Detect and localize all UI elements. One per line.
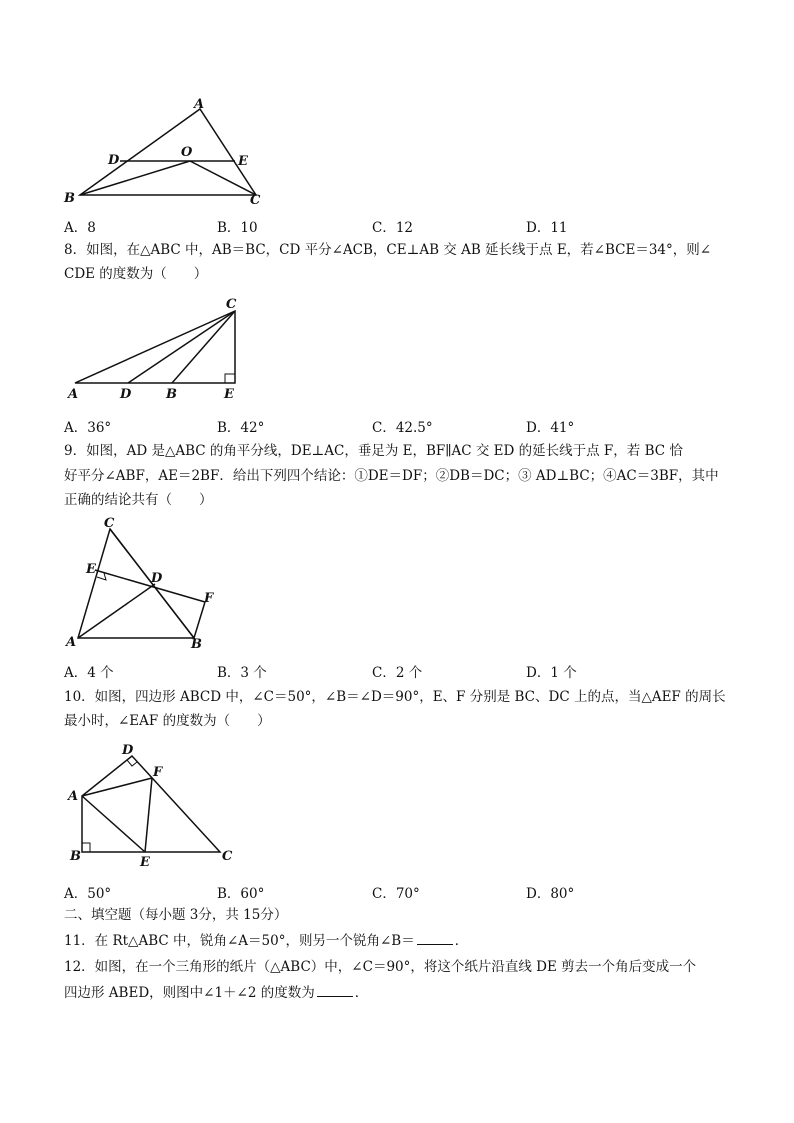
q12-answer-blank[interactable] bbox=[317, 982, 353, 997]
label-E: E bbox=[86, 562, 96, 577]
label-D: D bbox=[122, 743, 134, 758]
q10-option-b: B．60° bbox=[217, 886, 265, 902]
label-E: E bbox=[140, 855, 150, 870]
q7-option-a: A．8 bbox=[64, 220, 96, 236]
label-A: A bbox=[194, 97, 205, 112]
label-D: D bbox=[120, 387, 132, 402]
q9-option-d: D．1 个 bbox=[526, 665, 577, 681]
q11-text bbox=[64, 930, 468, 951]
label-B: B bbox=[70, 849, 81, 864]
q7-option-b: B．10 bbox=[217, 220, 258, 236]
q12-body: 四边形 ABED，则图中∠1＋∠2 的度数为 bbox=[64, 985, 315, 1001]
q10-text-line1: 10．如图，四边形 ABCD 中，∠C＝50°，∠B＝∠D＝90°，E、F 分别是 BC、DC 上的点，当△AEF 的周长 bbox=[64, 689, 726, 705]
section-2-heading: 二、填空题（每小题 3分，共 15分） bbox=[64, 907, 288, 923]
q11-end: ． bbox=[454, 933, 469, 949]
figure-q10 bbox=[60, 740, 250, 870]
q10-option-a: A．50° bbox=[64, 886, 112, 902]
q12-end: ． bbox=[354, 985, 369, 1001]
q12-text-line1: 12．如图，在一个三角形的纸片（△ABC）中，∠C＝90°，将这个纸片沿直线 DE 剪去一个角后变成一个 bbox=[64, 959, 697, 975]
q10-text-line2: 最小时，∠EAF 的度数为（ ） bbox=[64, 713, 271, 729]
label-C: C bbox=[250, 193, 261, 208]
figure-q7 bbox=[60, 92, 280, 212]
label-D: D bbox=[151, 571, 163, 586]
q9-text-line3: 正确的结论共有（ ） bbox=[64, 492, 213, 508]
q10-option-d: D．80° bbox=[526, 886, 575, 902]
q8-option-a: A．36° bbox=[64, 420, 112, 436]
label-A: A bbox=[68, 387, 79, 402]
label-O: O bbox=[181, 145, 193, 160]
q9-option-b: B．3 个 bbox=[217, 665, 267, 681]
q9-option-c: C．2 个 bbox=[372, 665, 423, 681]
q8-option-d: D．41° bbox=[526, 420, 575, 436]
q10-option-c: C．70° bbox=[372, 886, 420, 902]
q11-answer-blank[interactable] bbox=[417, 930, 453, 945]
label-D: D bbox=[108, 153, 120, 168]
label-C: C bbox=[104, 516, 115, 531]
q8-option-b: B．42° bbox=[217, 420, 265, 436]
q8-text-line2: CDE 的度数为（ ） bbox=[64, 266, 208, 282]
label-B: B bbox=[166, 387, 177, 402]
q7-option-c: C．12 bbox=[372, 220, 414, 236]
label-E: E bbox=[238, 154, 248, 169]
label-B: B bbox=[64, 191, 75, 206]
q8-option-c: C．42.5° bbox=[372, 420, 433, 436]
q9-text-line1: 9．如图，AD 是△ABC 的角平分线，DE⊥AC，垂足为 E，BF∥AC 交 ED 的延长线于点 F，若 BC 恰 bbox=[64, 443, 683, 459]
label-E: E bbox=[224, 387, 234, 402]
q7-option-d: D．11 bbox=[526, 220, 568, 236]
label-B: B bbox=[191, 637, 202, 652]
q12-text-line2 bbox=[64, 982, 368, 1003]
label-C: C bbox=[222, 849, 233, 864]
figure-q8 bbox=[60, 294, 260, 406]
label-A: A bbox=[66, 635, 77, 650]
q11-body: 11．在 Rt△ABC 中，锐角∠A＝50°，则另一个锐角∠B＝ bbox=[64, 933, 415, 949]
label-F: F bbox=[153, 765, 163, 780]
q8-text-line1: 8．如图，在△ABC 中，AB＝BC，CD 平分∠ACB，CE⊥AB 交 AB 延长线于点 E，若∠BCE＝34°，则∠ bbox=[64, 242, 712, 258]
q9-option-a: A．4 个 bbox=[64, 665, 114, 681]
label-F: F bbox=[204, 591, 214, 606]
figure-q9 bbox=[60, 514, 230, 654]
q9-text-line2: 好平分∠ABF，AE＝2BF．给出下列四个结论：①DE＝DF；②DB＝DC；③ AD⊥BC；④AC＝3BF，其中 bbox=[64, 468, 719, 484]
label-A: A bbox=[68, 789, 79, 804]
label-C: C bbox=[226, 297, 237, 312]
